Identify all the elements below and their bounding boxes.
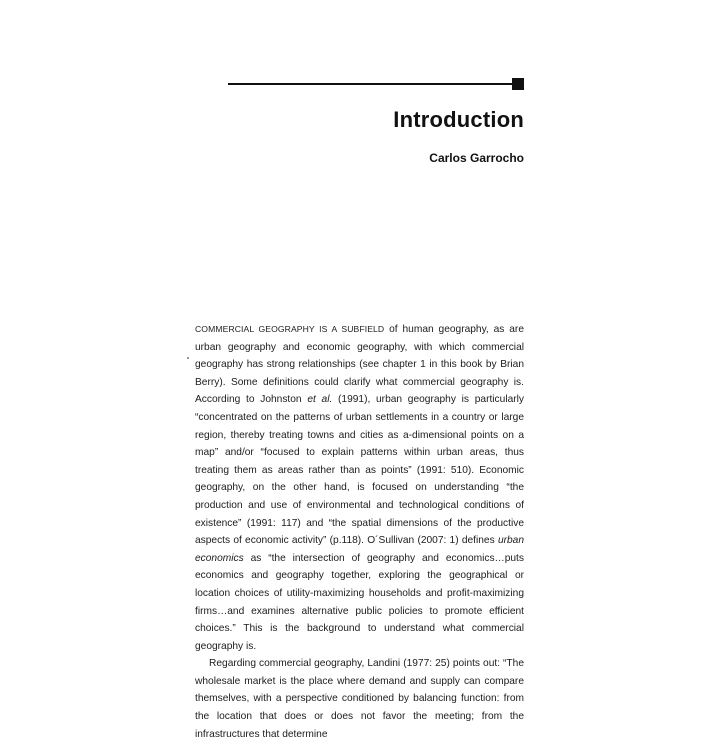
- paragraph-1-em-2: urban economics: [195, 535, 524, 564]
- chapter-title: Introduction: [393, 107, 524, 132]
- body-text: [195, 321, 524, 743]
- paragraph-1: [195, 321, 524, 655]
- header-rule-line: [228, 83, 514, 85]
- paragraph-1-em-1: et al.: [307, 394, 333, 406]
- lead-smallcaps: COMMERCIAL GEOGRAPHY IS A SUBFIELD: [195, 324, 385, 334]
- margin-mark: [187, 357, 189, 359]
- header-rule-square: [512, 78, 524, 90]
- paragraph-1-text-3: as “the intersection of geography and economics…puts economics and geography together, exploring the geographical or location choices of utility-maximizing households and profit-maximizing firms…and examines alternative public policies to promote efficient choices.” This is the background to understand what commercial geography is.: [195, 552, 524, 652]
- paragraph-1-text-2: (1991), urban geography is particularly “concentrated on the patterns of urban settlements in a country or large region, thereby treating towns and cities as a-dimensional points on a map” and/or “focused to explain patterns within urban areas, thus treating them as areas rather than as points” (1991: 510). Economic geography, on the other hand, is focused on understanding “the production and use of environmental and technological conditions of existence” (1991: 117) and “the spatial dimensions of the productive aspects of economic activity” (p.118). O´Sullivan (2007: 1) defines: [195, 394, 524, 547]
- author-name: Carlos Garrocho: [429, 151, 524, 165]
- paragraph-1-text-1: of human geography, as are urban geography and economic geography, with which commercial geography has strong relationships (see chapter 1 in this book by Brian Berry). Some definitions could clarify what commercial geography is. According to Johnston: [195, 324, 524, 406]
- paragraph-2: Regarding commercial geography, Landini (1977: 25) points out: “The wholesale market is the place where demand and supply can compare themselves, with a perspective conditioned by balancing function: from the location that does or does not favor the meeting; from the infrastructures that determine: [195, 658, 524, 740]
